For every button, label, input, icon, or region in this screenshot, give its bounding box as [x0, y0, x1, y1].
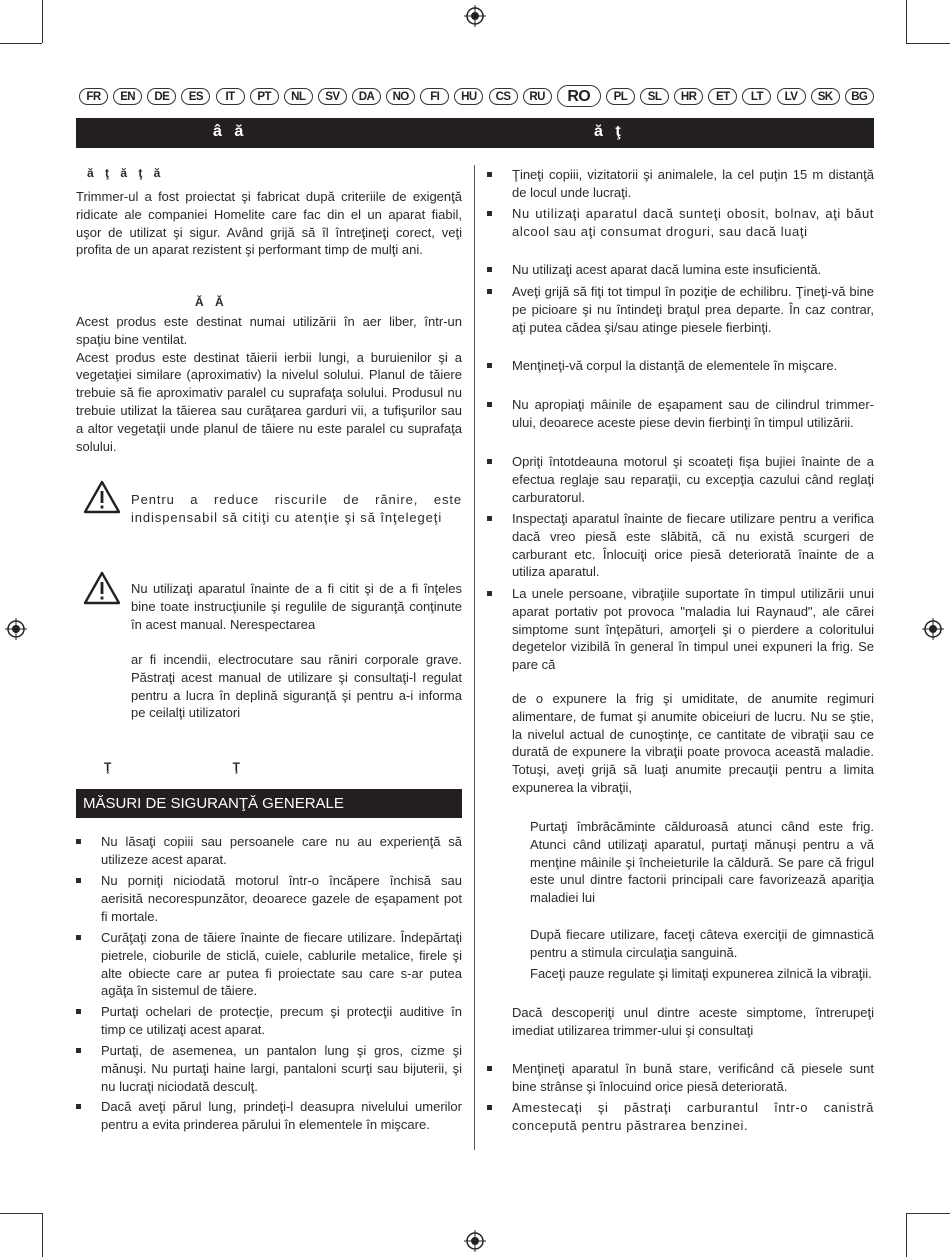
registration-mark-icon	[5, 618, 27, 640]
intro-paragraph: Trimmer-ul a fost proiectat şi fabricat după criteriile de exigenţă ridicate ale companiei Homelite care fac din el un aparat fiabil, uşor de utilizat şi sigur. Având grijă să îl întreţineţi corect, veţi profita de un aparat rezistent şi performant timp de mulţi ani.	[76, 189, 462, 258]
crop-mark	[906, 43, 950, 44]
list-item: Dacă aveţi părul lung, prindeţi-l deasupra nivelului umerilor pentru a evita prinderea părului în elementele în mişcare.	[76, 1098, 462, 1134]
usage-paragraph: Acest produs este destinat numai utilizării în aer liber, într-un spaţiu bine ventilat. Acest produs este destinat tăierii ierbii lungi, a buruienilor şi a vegetaţiei similare (aproximativ) la nivelul solului. Planul de tăiere trebuie să fie aproximativ paralel cu suprafaţa solului. Produsul nu trebuie utilizat la tăierea sau curăţarea garduri vii, a tufişurilor sau a altor vegetaţii unde planul de tăiere nu este paralel cu suprafaţa solului.	[76, 314, 462, 454]
heading-intro: ă ţ ă ţ ă	[87, 166, 165, 180]
language-tab-fi[interactable]: FI	[420, 88, 449, 105]
list-item: Purtaţi ochelari de protecţie, precum şi protecţii auditive în timp ce utilizaţi acest aparat.	[76, 1003, 462, 1039]
list-item: Ţineţi copiii, vizitatorii şi animalele, la cel puţin 15 m distanţă de locul unde lucraţi.	[487, 166, 874, 202]
registration-mark-icon	[464, 1230, 486, 1252]
warning-triangle-icon	[83, 480, 121, 514]
language-tab-hr[interactable]: HR	[674, 88, 703, 105]
precaution-paragraph-2: După fiecare utilizare, faceţi câteva exerciţii de gimnastică pentru a stimula circulaţia sanguină.	[530, 927, 874, 960]
language-tab-pl[interactable]: PL	[606, 88, 635, 105]
warning-text-2-cont: ar fi incendii, electrocutare sau răniri corporale grave. Păstraţi acest manual de utilizare şi consultaţi-l regulat pentru a lucra în deplină siguranţă şi pentru a-i informa pe ceilalţi utilizatori	[131, 652, 462, 721]
bullet-square-icon	[76, 839, 81, 844]
language-tab-fr[interactable]: FR	[79, 88, 108, 105]
title-right: ă ţ	[594, 123, 625, 140]
title-left: â ă	[213, 123, 248, 140]
language-tab-no[interactable]: NO	[386, 88, 415, 105]
raynaud-paragraph: de o expunere la frig şi umiditate, de anumite regimuri alimentare, de fumat şi anumite obiceiuri de lucru. Nu se ştie, la nivelul actual de cunoştinţe, ce cantitate de vibraţii sau ce durată de expunere la vibraţii poate provoca această maladie. Totuşi, aveţi grijă să luaţi anumite precauţii pentru a limita expunerea la vibraţii,	[512, 691, 874, 795]
language-tab-bg[interactable]: BG	[845, 88, 874, 105]
crop-mark	[906, 0, 907, 43]
symptom-paragraph: Dacă descoperiţi unul dintre aceste simptome, întrerupeţi imediat utilizarea trimmer-ului şi consultaţi	[512, 1005, 874, 1038]
bullet-square-icon	[487, 516, 492, 521]
bullet-square-icon	[487, 459, 492, 464]
language-bar	[79, 85, 874, 107]
language-tab-lv[interactable]: LV	[777, 88, 806, 105]
bullet-square-icon	[487, 1066, 492, 1071]
title-bar	[76, 118, 874, 148]
precaution-paragraph-1: Purtaţi îmbrăcăminte călduroasă atunci când este frig. Atunci când utilizaţi aparatul, purtaţi mănuşi pentru a vă menţine mâinile şi încheieturile la căldură. Se pare că frigul este unul dintre factorii principali care favorizează apariţia maladiei lui	[530, 819, 874, 906]
bullet-square-icon	[76, 1048, 81, 1053]
language-tab-lt[interactable]: LT	[742, 88, 771, 105]
crop-mark	[906, 1213, 950, 1214]
column-divider	[474, 165, 475, 1150]
bullet-square-icon	[487, 591, 492, 596]
registration-mark-icon	[464, 5, 486, 27]
language-tab-sk[interactable]: SK	[811, 88, 840, 105]
section-title-box: MĂSURI DE SIGURANŢĂ GENERALE	[76, 789, 462, 818]
language-tab-ro[interactable]: RO	[557, 85, 601, 107]
list-item: Nu utilizaţi acest aparat dacă lumina este insuficientă.	[487, 261, 874, 279]
language-tab-sv[interactable]: SV	[318, 88, 347, 105]
list-item: Menţineţi aparatul în bună stare, verificând că piesele sunt bine strânse şi înlocuind orice piesă deteriorată.	[487, 1060, 874, 1096]
bullet-square-icon	[487, 172, 492, 177]
list-item: Aveţi grijă să fiţi tot timpul în poziţie de echilibru. Ţineţi-vă bine pe picioare şi nu întindeţi braţul prea departe. În caz contrar, aţi putea cădea şi/sau atinge piesele fierbinţi.	[487, 283, 874, 336]
language-tab-hu[interactable]: HU	[454, 88, 483, 105]
language-tab-en[interactable]: EN	[113, 88, 142, 105]
list-item: Amestecaţi şi păstraţi carburantul într-o canistră concepută pentru păstrarea benzinei.	[487, 1099, 874, 1135]
list-item: Nu utilizaţi aparatul dacă sunteţi obosit, bolnav, aţi băut alcool sau aţi consumat droguri, sau dacă luaţi	[487, 205, 874, 241]
language-tab-sl[interactable]: SL	[640, 88, 669, 105]
language-tab-nl[interactable]: NL	[284, 88, 313, 105]
list-item: La unele persoane, vibraţiile suportate în timpul utilizării unui aparat portativ pot provoca "maladia lui Raynaud", ale cărei simptome sunt înţepături, amorţeli şi o pierdere a coloritului degetelor vizibilă în general în timpul unei expuneri la frig. Se pare că	[487, 585, 874, 674]
language-tab-pt[interactable]: PT	[250, 88, 279, 105]
warning-text-2: Nu utilizaţi aparatul înainte de a fi citit şi de a fi înţeles bine toate instrucţiunile şi regulile de siguranţă conţinute în acest manual. Nerespectarea	[131, 581, 462, 632]
bullet-square-icon	[487, 289, 492, 294]
heading-safety: Ţ Ţ	[104, 760, 244, 774]
language-tab-et[interactable]: ET	[708, 88, 737, 105]
precaution-paragraph-3: Faceţi pauze regulate şi limitaţi expunerea zilnică la vibraţii.	[530, 966, 872, 981]
list-item: Nu apropiaţi mâinile de eşapament sau de cilindrul trimmer-ului, deoarece aceste piese devin fierbinţi în timpul utilizării.	[487, 396, 874, 432]
bullet-square-icon	[76, 935, 81, 940]
list-item: Menţineţi-vă corpul la distanţă de elementele în mişcare.	[487, 357, 874, 375]
heading-usage: Ă Ă	[195, 295, 228, 309]
list-item: Curăţaţi zona de tăiere înainte de fiecare utilizare. Îndepărtaţi pietrele, cioburile de sticlă, cuiele, cablurile metalice, firele şi alte obiecte care ar putea fi proiectate sau care s-ar putea agăţa în sistemul de tăiere.	[76, 929, 462, 1000]
crop-mark	[42, 0, 43, 43]
bullet-square-icon	[487, 267, 492, 272]
bullet-square-icon	[76, 1104, 81, 1109]
registration-mark-icon	[922, 618, 944, 640]
list-item: Nu lăsaţi copiii sau persoanele care nu au experienţă să utilizeze acest aparat.	[76, 833, 462, 869]
crop-mark	[0, 43, 42, 44]
language-tab-es[interactable]: ES	[181, 88, 210, 105]
language-tab-cs[interactable]: CS	[489, 88, 518, 105]
language-tab-de[interactable]: DE	[147, 88, 176, 105]
warning-triangle-icon	[83, 571, 121, 605]
bullet-square-icon	[487, 363, 492, 368]
crop-mark	[0, 1213, 42, 1214]
bullet-square-icon	[487, 402, 492, 407]
list-item: Inspectaţi aparatul înainte de fiecare utilizare pentru a verifica dacă vreo piesă este slăbită, că nu există scurgeri de carburant etc. Înlocuiţi orice piesă deteriorată înainte de a utiliza aparatul.	[487, 510, 874, 581]
list-item: Opriţi întotdeauna motorul şi scoateţi fişa bujiei înainte de a efectua reglaje sau reparaţii, cu excepţia cazului când reglaţi carburatorul.	[487, 453, 874, 506]
crop-mark	[42, 1213, 43, 1257]
list-item: Nu porniţi niciodată motorul într-o încăpere închisă sau aerisită necorespunzător, deoarece gazele de eşapament pot fi mortale.	[76, 872, 462, 925]
warning-text-1: Pentru a reduce riscurile de rănire, este indispensabil să citiţi cu atenţie şi să înţelegeţi	[131, 492, 462, 525]
bullet-square-icon	[76, 1009, 81, 1014]
language-tab-ru[interactable]: RU	[523, 88, 552, 105]
language-tab-da[interactable]: DA	[352, 88, 381, 105]
bullet-square-icon	[487, 211, 492, 216]
crop-mark	[906, 1213, 907, 1257]
list-item: Purtaţi, de asemenea, un pantalon lung şi gros, cizme şi mănuşi. Nu purtaţi haine largi, pantaloni scurţi sau bijuterii, şi nu lucraţi niciodată desculţ.	[76, 1042, 462, 1095]
bullet-square-icon	[76, 878, 81, 883]
language-tab-it[interactable]: IT	[216, 88, 245, 105]
bullet-square-icon	[487, 1105, 492, 1110]
